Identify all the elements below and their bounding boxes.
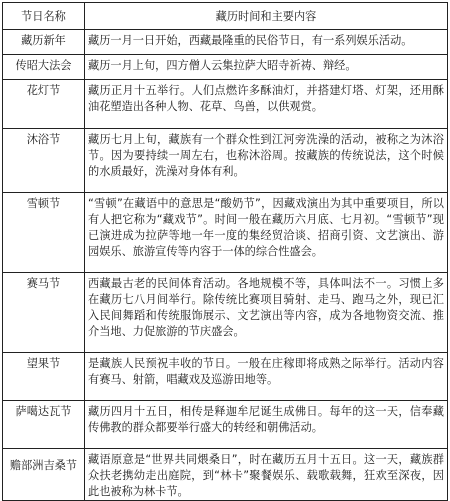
header-festival-name: 节日名称 (3, 3, 85, 30)
table-row (3, 30, 448, 55)
festival-name: 赡部洲吉桑节 (9, 459, 78, 472)
festival-content: 藏历正月十五举行。人们点燃许多酥油灯，并搭建灯塔、灯架，还用酥油花塑造出各种人物、花草、鸟兽，以供观赏。 (88, 84, 444, 113)
table-header-row (3, 3, 448, 30)
header-time-content: 藏历时间和主要内容 (85, 3, 448, 30)
festival-name: 藏历新年 (21, 34, 66, 47)
festival-name: 沐浴节 (26, 133, 61, 146)
festival-name: 雪顿节 (26, 197, 61, 210)
festival-content: 藏语原意是“世界共同煨桑日”，时在藏历五月十五日。这一天，藏族群众扶老携幼走出庭院，到“林卡”聚餐娱乐、载歌载舞，狂欢至深夜，因此也被称为林卡节。 (88, 453, 444, 498)
festival-content: “雪顿”在藏语中的意思是“酸奶节”，因藏戏演出为其中重要项目，所以有人把它称为“藏戏节”。时间一般在藏历六月底、七月初。“雪顿节”现已演进成为拉萨等地一年一度的集经贸洽谈、招商引资、文艺演出、游园娱乐、旅游宣传等内容于一体的综合性盛会。 (88, 197, 444, 258)
festival-table (2, 2, 448, 501)
table-row (3, 193, 448, 273)
table-row (3, 273, 448, 353)
table-row (3, 401, 448, 449)
table-row (3, 80, 448, 129)
festival-name: 传昭大法会 (15, 59, 72, 72)
festival-content: 是藏族人民预祝丰收的节日。一般在庄稼即将成熟之际举行。活动内容有赛马、射箭，唱藏戏及巡游田地等。 (88, 357, 444, 386)
festival-content: 藏历四月十五日，相传是释迦牟尼诞生成佛日。每年的这一天，信奉藏传佛教的群众都要举行盛大的转经和朝佛活动。 (88, 405, 444, 434)
festival-name: 萨噶达瓦节 (15, 405, 72, 418)
table-row (3, 129, 448, 193)
festival-content: 藏历七月上旬，藏族有一个群众性到江河旁洗澡的活动，被称之为沐浴节。因为要持续一周左右，也称沐浴周。按藏族的传统说法，这个时候的水质最好，洗澡对身体有利。 (88, 133, 444, 178)
festival-content: 藏历一月一日开始，西藏最隆重的民俗节日，有一系列娱乐活动。 (88, 34, 413, 47)
festival-name: 花灯节 (26, 84, 61, 97)
table-row (3, 55, 448, 80)
table-row (3, 353, 448, 401)
table-row (3, 449, 448, 501)
festival-content: 藏历一月上旬，四方僧人云集拉萨大昭寺祈祷、辩经。 (88, 59, 357, 72)
festival-name: 望果节 (26, 357, 61, 370)
festival-name: 赛马节 (26, 277, 61, 290)
festival-content: 西藏最古老的民间体育活动。各地规模不等，具体叫法不一。习惯上多在藏历七八月间举行。除传统比赛项目骑射、走马、跑马之外，现已汇入民间舞蹈和传统服饰展示、文艺演出等内容，成为各地物资交流、推介当地、力促旅游的节庆盛会。 (88, 277, 444, 338)
